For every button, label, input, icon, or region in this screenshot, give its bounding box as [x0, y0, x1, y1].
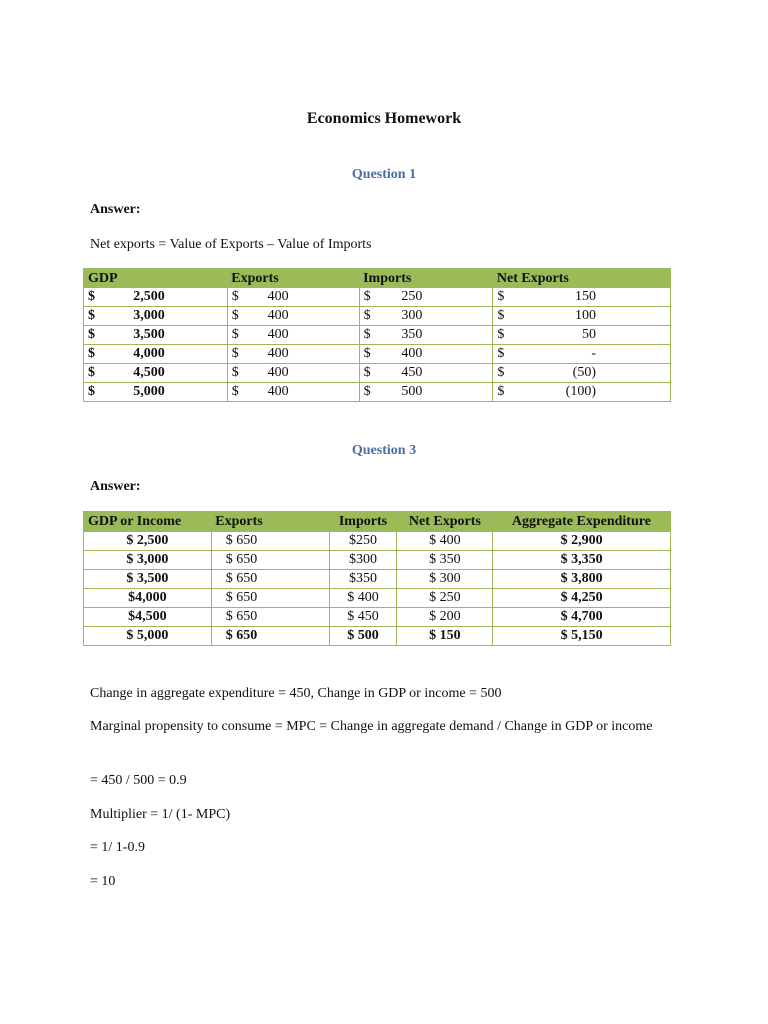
- currency-symbol: $: [363, 308, 371, 323]
- col-gdp-or-income: GDP or Income: [88, 514, 182, 529]
- currency-symbol: $: [88, 289, 95, 304]
- answer-label-1: Answer:: [90, 202, 141, 217]
- currency-symbol: $: [231, 346, 239, 361]
- cell-value: 50: [582, 327, 596, 342]
- cell-value: 450: [401, 365, 423, 380]
- currency-symbol: $: [497, 365, 505, 380]
- calc-line-5: = 1/ 1-0.9: [90, 840, 145, 855]
- question-3-heading: Question 3: [351, 443, 417, 458]
- table-row: [84, 345, 671, 364]
- answer-label-3: Answer:: [90, 479, 141, 494]
- cell-value: 5,000: [133, 384, 165, 399]
- currency-symbol: $: [231, 384, 239, 399]
- cell-value: 400: [401, 346, 423, 361]
- cell-exports: $ 650: [211, 627, 329, 646]
- cell-gdp: [84, 326, 228, 345]
- cell-gdp: $ 3,500: [84, 570, 212, 589]
- cell-imports: $ 500: [329, 627, 397, 646]
- currency-symbol: $: [88, 308, 95, 323]
- cell-gdp: [84, 288, 228, 307]
- net-exports-table: [83, 268, 671, 402]
- currency-symbol: $: [88, 327, 95, 342]
- table-row: [84, 589, 671, 608]
- currency-symbol: $: [363, 365, 371, 380]
- cell-gdp: [84, 307, 228, 326]
- net-exports-formula: Net exports = Value of Exports – Value of Imports: [90, 237, 372, 252]
- table-header-row: [84, 512, 671, 533]
- cell-value: 400: [267, 384, 289, 399]
- col-imports: Imports: [363, 270, 412, 286]
- cell-exports: [227, 364, 359, 383]
- cell-exports: [227, 345, 359, 364]
- currency-symbol: $: [231, 289, 239, 304]
- cell-exports: $ 650: [211, 551, 329, 570]
- cell-imports: $250: [329, 532, 397, 551]
- calc-line-6: = 10: [90, 874, 116, 889]
- cell-imports: [359, 364, 493, 383]
- cell-gdp: [84, 345, 228, 364]
- col-net-exports: Net Exports: [496, 270, 569, 286]
- cell-value: 400: [267, 289, 289, 304]
- col-net-exports: Net Exports: [408, 514, 481, 529]
- col-imports: Imports: [338, 514, 388, 529]
- cell-exports: $ 650: [211, 589, 329, 608]
- cell-value: 400: [267, 327, 289, 342]
- cell-exports: [227, 326, 359, 345]
- cell-value: 350: [401, 327, 423, 342]
- cell-value: 150: [575, 289, 596, 304]
- cell-value: 2,500: [133, 289, 165, 304]
- currency-symbol: $: [363, 289, 371, 304]
- cell-net: $ 350: [397, 551, 493, 570]
- currency-symbol: $: [88, 346, 95, 361]
- cell-value: 500: [401, 384, 423, 399]
- cell-exports: [227, 383, 359, 402]
- col-aggregate-expenditure: Aggregate Expenditure: [511, 514, 651, 529]
- cell-value: 3,500: [133, 327, 165, 342]
- table-row: [84, 532, 671, 551]
- cell-value: 300: [401, 308, 423, 323]
- cell-exports: [227, 307, 359, 326]
- currency-symbol: $: [363, 384, 371, 399]
- cell-value: 250: [401, 289, 423, 304]
- cell-value: -: [591, 346, 596, 361]
- cell-net: $ 200: [397, 608, 493, 627]
- calc-line-2: Marginal propensity to consume = MPC = Change in aggregate demand / Change in GDP or income: [90, 719, 653, 734]
- currency-symbol: $: [497, 384, 505, 399]
- cell-net: $ 250: [397, 589, 493, 608]
- cell-imports: [359, 326, 493, 345]
- table-row: [84, 307, 671, 326]
- currency-symbol: $: [231, 365, 239, 380]
- calc-line-4: Multiplier = 1/ (1- MPC): [90, 807, 231, 822]
- table-row: [84, 326, 671, 345]
- cell-ae: $ 2,900: [493, 532, 671, 551]
- cell-gdp: $ 2,500: [84, 532, 212, 551]
- cell-ae: $ 4,700: [493, 608, 671, 627]
- table-row: [84, 364, 671, 383]
- cell-value: 100: [575, 308, 596, 323]
- col-gdp: GDP: [88, 270, 118, 286]
- cell-value: 400: [267, 346, 289, 361]
- cell-imports: [359, 288, 493, 307]
- cell-imports: $300: [329, 551, 397, 570]
- cell-gdp: $ 5,000: [84, 627, 212, 646]
- cell-gdp: $4,500: [84, 608, 212, 627]
- currency-symbol: $: [497, 289, 505, 304]
- currency-symbol: $: [363, 327, 371, 342]
- aggregate-expenditure-table: [83, 511, 671, 646]
- currency-symbol: $: [88, 365, 95, 380]
- document-title: Economics Homework: [306, 110, 462, 127]
- currency-symbol: $: [231, 327, 239, 342]
- cell-gdp: [84, 364, 228, 383]
- table-row: [84, 570, 671, 589]
- cell-exports: $ 650: [211, 532, 329, 551]
- cell-imports: $ 400: [329, 589, 397, 608]
- currency-symbol: $: [497, 346, 505, 361]
- currency-symbol: $: [88, 384, 95, 399]
- cell-imports: [359, 345, 493, 364]
- cell-value: (100): [565, 384, 596, 399]
- table-row: [84, 551, 671, 570]
- cell-value: 3,000: [133, 308, 165, 323]
- cell-net: [493, 288, 671, 307]
- cell-net: [493, 326, 671, 345]
- table-row: [84, 608, 671, 627]
- cell-value: 400: [267, 365, 289, 380]
- cell-ae: $ 3,350: [493, 551, 671, 570]
- cell-net: [493, 383, 671, 402]
- table-row: [84, 627, 671, 646]
- cell-net: [493, 307, 671, 326]
- currency-symbol: $: [497, 308, 505, 323]
- col-exports: Exports: [215, 514, 263, 529]
- cell-imports: $ 450: [329, 608, 397, 627]
- cell-net: [493, 364, 671, 383]
- question-1-heading: Question 1: [351, 167, 417, 182]
- cell-ae: $ 4,250: [493, 589, 671, 608]
- cell-value: 4,000: [133, 346, 165, 361]
- cell-imports: [359, 307, 493, 326]
- calc-line-3: = 450 / 500 = 0.9: [90, 773, 187, 788]
- currency-symbol: $: [363, 346, 371, 361]
- cell-exports: $ 650: [211, 570, 329, 589]
- cell-exports: $ 650: [211, 608, 329, 627]
- cell-gdp: $ 3,000: [84, 551, 212, 570]
- col-exports: Exports: [231, 270, 279, 286]
- cell-ae: $ 5,150: [493, 627, 671, 646]
- calc-line-1: Change in aggregate expenditure = 450, Change in GDP or income = 500: [90, 686, 502, 701]
- cell-imports: $350: [329, 570, 397, 589]
- cell-net: $ 400: [397, 532, 493, 551]
- cell-exports: [227, 288, 359, 307]
- table-row: [84, 288, 671, 307]
- table-header-row: [84, 269, 671, 289]
- cell-value: (50): [572, 365, 596, 380]
- cell-net: $ 150: [397, 627, 493, 646]
- cell-gdp: $4,000: [84, 589, 212, 608]
- cell-value: 4,500: [133, 365, 165, 380]
- cell-imports: [359, 383, 493, 402]
- table-row: [84, 383, 671, 402]
- currency-symbol: $: [497, 327, 505, 342]
- cell-ae: $ 3,800: [493, 570, 671, 589]
- cell-gdp: [84, 383, 228, 402]
- currency-symbol: $: [231, 308, 239, 323]
- cell-net: [493, 345, 671, 364]
- cell-net: $ 300: [397, 570, 493, 589]
- cell-value: 400: [267, 308, 289, 323]
